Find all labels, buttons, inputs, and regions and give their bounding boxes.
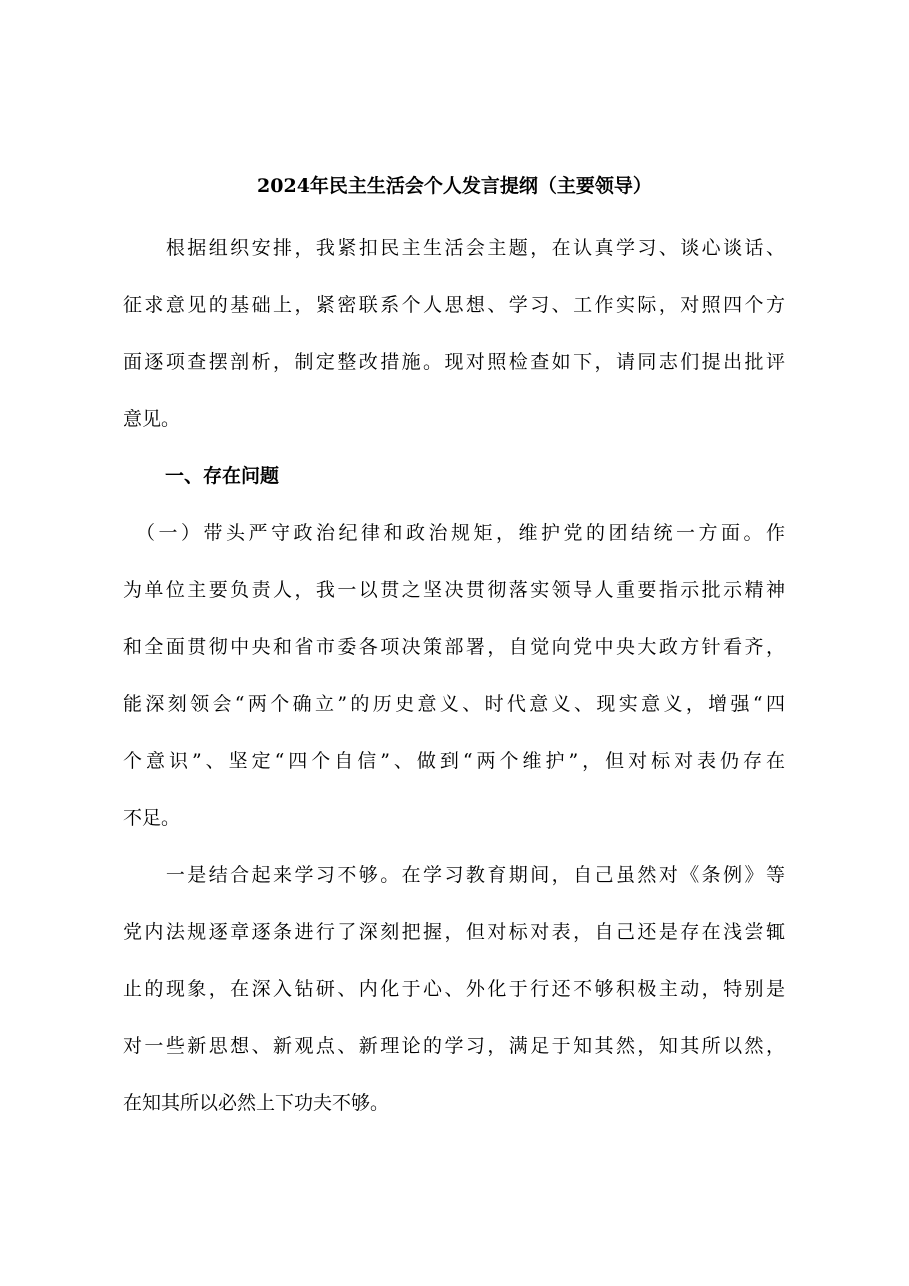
paragraph-2-line-6: 不足。 <box>123 807 181 829</box>
paragraph-2-line-5: 个意识”、坚定“四个自信”、做到“两个维护”，但对标对表仍存在 <box>123 750 785 772</box>
paragraph-3-line-3: 止的现象，在深入钻研、内化于心、外化于行还不够积极主动，特别是 <box>123 978 785 1000</box>
paragraph-2-line-2: 为单位主要负责人，我一以贯之坚决贯彻落实领导人重要指示批示精神 <box>123 579 785 601</box>
paragraph-3-line-1: 一是结合起来学习不够。在学习教育期间，自己虽然对《条例》等 <box>123 864 785 886</box>
paragraph-3-line-4: 对一些新思想、新观点、新理论的学习，满足于知其然，知其所以然， <box>123 1035 785 1057</box>
paragraph-1-line-3: 面逐项查摆剖析，制定整改措施。现对照检查如下，请同志们提出批评 <box>123 351 785 373</box>
paragraph-1-line-4: 意见。 <box>123 408 181 430</box>
paragraph-2-line-4: 能深刻领会“两个确立”的历史意义、时代意义、现实意义，增强“四 <box>123 693 785 715</box>
paragraph-3-line-5: 在知其所以必然上下功夫不够。 <box>123 1092 390 1114</box>
section-heading: 一、存在问题 <box>165 465 280 487</box>
paragraph-1-line-1: 根据组织安排，我紧扣民主生活会主题，在认真学习、谈心谈话、 <box>123 237 785 259</box>
paragraph-2-line-1: （一）带头严守政治纪律和政治规矩，维护党的团结统一方面。作 <box>123 522 785 544</box>
paragraph-3-line-2: 党内法规逐章逐条进行了深刻把握，但对标对表，自己还是存在浅尝辄 <box>123 921 785 943</box>
paragraph-2-line-3: 和全面贯彻中央和省市委各项决策部署，自觉向党中央大政方针看齐， <box>123 636 785 658</box>
paragraph-1-line-2: 征求意见的基础上，紧密联系个人思想、学习、工作实际，对照四个方 <box>123 294 785 316</box>
document-title: 2024年民主生活会个人发言提纲（主要领导） <box>257 175 652 197</box>
